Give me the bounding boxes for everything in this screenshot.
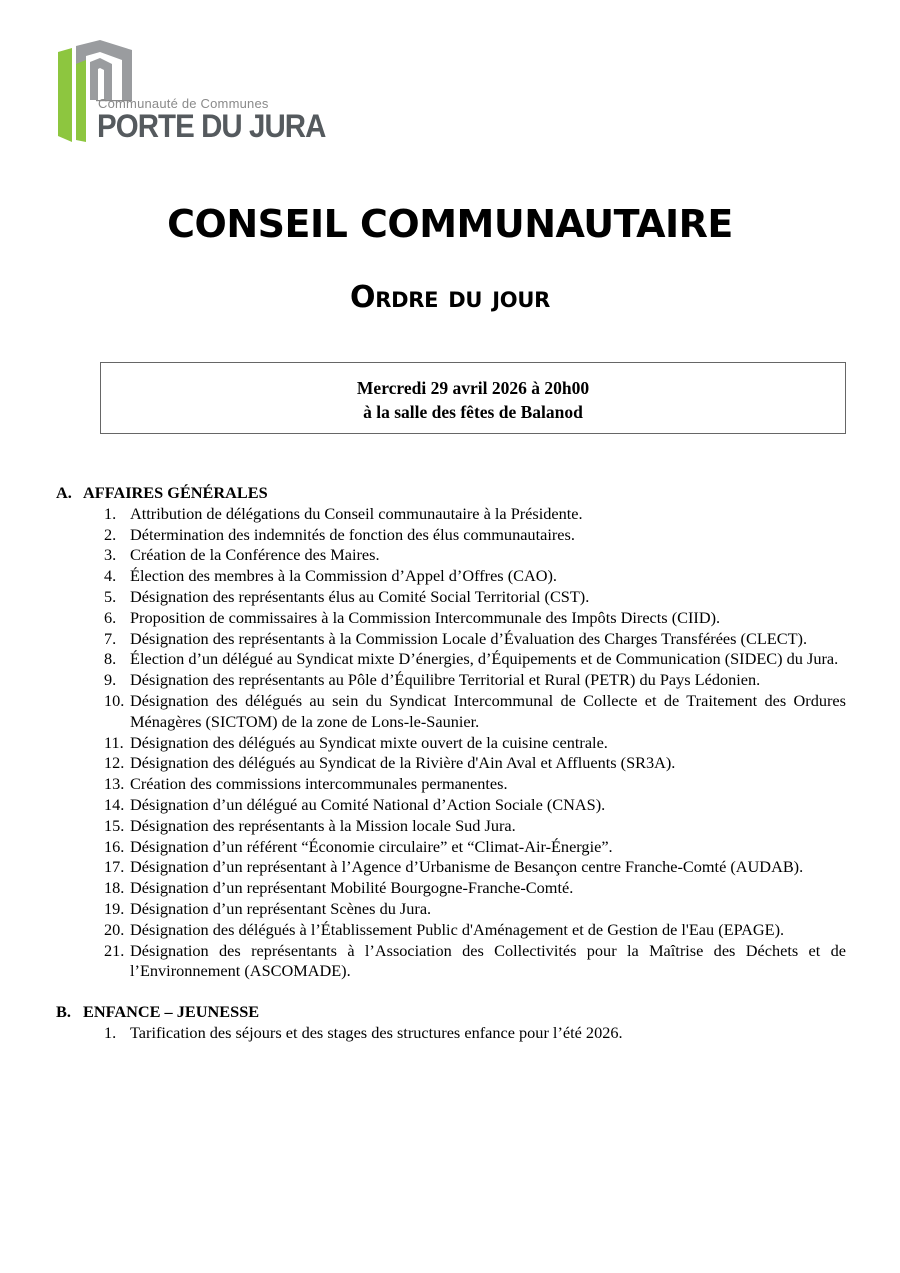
item-text: Désignation d’un délégué au Comité National d’Action Sociale (CNAS). [130, 794, 606, 814]
list-item [56, 525, 846, 546]
item-number: 8. [104, 649, 117, 669]
list-item [56, 920, 846, 941]
list-item [56, 629, 846, 650]
section-letter: B. [56, 1002, 71, 1022]
item-text: Élection d’un délégué au Syndicat mixte D’énergies, d’Équipements et de Communication (SIDEC) du Jura. [130, 649, 839, 669]
item-text: Désignation d’un référent “Économie circulaire” et “Climat-Air-Énergie”. [130, 836, 613, 856]
item-text: Désignation des représentants à la Mission locale Sud Jura. [130, 815, 516, 835]
agenda-list [56, 1023, 846, 1044]
item-number: 9. [104, 670, 117, 690]
item-number: 16. [104, 836, 125, 856]
section-heading [56, 1002, 846, 1023]
item-text: Élection des membres à la Commission d’Appel d’Offres (CAO). [130, 566, 557, 586]
list-item [56, 899, 846, 920]
list-item [56, 545, 846, 566]
list-item [56, 608, 846, 629]
logo-name: PORTE DU JURA [97, 108, 326, 144]
item-number: 15. [104, 815, 125, 835]
item-number: 5. [104, 586, 117, 606]
meeting-location: à la salle des fêtes de Balanod [363, 402, 583, 422]
item-text: Désignation des représentants à l’Association des Collectivités pour la Maîtrise des Déchets et de l’Environnement (ASCOMADE). [130, 940, 846, 981]
item-text: Création des commissions intercommunales permanentes. [130, 774, 508, 794]
list-item [56, 774, 846, 795]
item-text: Désignation des représentants élus au Comité Social Territorial (CST). [130, 586, 590, 606]
meeting-info-box [100, 362, 846, 434]
item-number: 1. [104, 1022, 117, 1042]
list-item [56, 941, 846, 983]
list-item [56, 857, 846, 878]
agenda [56, 483, 846, 1044]
item-number: 17. [104, 857, 125, 877]
item-text: Proposition de commissaires à la Commission Intercommunale des Impôts Directs (CIID). [130, 607, 721, 627]
list-item [56, 733, 846, 754]
item-text: Désignation des représentants au Pôle d’Équilibre Territorial et Rural (PETR) du Pays Lédonien. [130, 670, 761, 690]
item-number: 10. [104, 690, 125, 710]
list-item [56, 587, 846, 608]
item-number: 2. [104, 524, 117, 544]
item-number: 13. [104, 774, 125, 794]
logo [56, 38, 326, 148]
item-number: 21. [104, 940, 125, 960]
list-item [56, 566, 846, 587]
item-text: Désignation d’un représentant à l’Agence d’Urbanisme de Besançon centre Franche-Comté (AUDAB). [130, 857, 804, 877]
list-item [56, 795, 846, 816]
list-item [56, 670, 846, 691]
item-text: Tarification des séjours et des stages des structures enfance pour l’été 2026. [130, 1022, 623, 1042]
list-item [56, 816, 846, 837]
item-number: 20. [104, 919, 125, 939]
list-item [56, 691, 846, 733]
list-item [56, 878, 846, 899]
agenda-list [56, 504, 846, 982]
item-number: 3. [104, 545, 117, 565]
section-letter: A. [56, 483, 72, 502]
item-number: 12. [104, 753, 125, 773]
page-subtitle: Ordre du jour [350, 280, 550, 315]
item-text: Création de la Conférence des Maires. [130, 545, 380, 565]
item-text: Désignation des délégués au Syndicat de la Rivière d'Ain Aval et Affluents (SR3A). [130, 753, 676, 773]
page-title: CONSEIL COMMUNAUTAIRE [167, 202, 733, 246]
item-number: 4. [104, 566, 117, 586]
section-title: AFFAIRES GÉNÉRALES [83, 483, 268, 502]
item-number: 1. [104, 503, 117, 523]
item-number: 7. [104, 628, 117, 648]
agenda-section-b [56, 1002, 846, 1044]
item-text: Désignation des délégués au sein du Syndicat Intercommunal de Collecte et de Traitement des Ordures Ménagères (SICTOM) de la zone de Lons-le-Saunier. [130, 690, 846, 731]
meeting-date-time: Mercredi 29 avril 2026 à 20h00 [356, 378, 590, 398]
list-item [56, 1023, 846, 1044]
list-item [56, 753, 846, 774]
item-text: Désignation des délégués à l’Établissement Public d'Aménagement et de Gestion de l'Eau (EPAGE). [130, 919, 785, 939]
section-heading [56, 483, 846, 504]
logo-subtitle: Communauté de Communes [98, 96, 269, 111]
item-number: 11. [104, 732, 124, 752]
item-number: 14. [104, 794, 125, 814]
item-text: Désignation d’un représentant Scènes du Jura. [130, 898, 432, 918]
section-title: ENFANCE – JEUNESSE [83, 1002, 260, 1022]
item-text: Désignation d’un représentant Mobilité Bourgogne-Franche-Comté. [130, 878, 574, 898]
agenda-section-a [56, 483, 846, 982]
list-item [56, 837, 846, 858]
item-number: 6. [104, 607, 117, 627]
list-item [56, 504, 846, 525]
item-text: Attribution de délégations du Conseil communautaire à la Présidente. [130, 503, 583, 523]
list-item [56, 649, 846, 670]
item-text: Détermination des indemnités de fonction des élus communautaires. [130, 524, 575, 544]
item-text: Désignation des délégués au Syndicat mixte ouvert de la cuisine centrale. [130, 732, 608, 752]
item-number: 18. [104, 878, 125, 898]
item-number: 19. [104, 898, 125, 918]
item-text: Désignation des représentants à la Commission Locale d’Évaluation des Charges Transférées (CLECT). [130, 628, 808, 648]
